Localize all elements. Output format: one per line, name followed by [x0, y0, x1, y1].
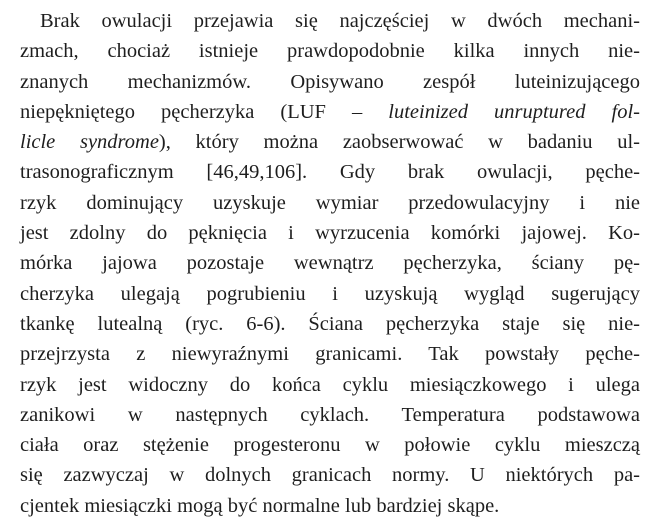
text-line — [20, 97, 640, 127]
text-line: ciała oraz stężenie progesteronu w połowie cyklu mieszczą — [20, 434, 640, 457]
text-segment: ), który można zaobserwować w badaniu ul- — [158, 131, 641, 154]
text-line: zmach, chociaż istnieje prawdopodobnie kilka innych nie- — [20, 40, 640, 63]
text-line: Brak owulacji przejawia się najczęściej w dwóch mechani- — [40, 10, 640, 32]
body-paragraph — [20, 6, 640, 521]
text-line: się zazwyczaj w dolnych granicach normy. U niektórych pa- — [20, 464, 640, 487]
text-segment: niepękniętego pęcherzyka (LUF – — [20, 100, 389, 123]
text-line: znanych mechanizmów. Opisywano zespół luteinizującego — [20, 70, 640, 93]
text-line: zanikowi w następnych cyklach. Temperatura podstawowa — [20, 403, 640, 426]
text-line: trasonograficznym [46,49,106]. Gdy brak owulacji, pęche- — [20, 161, 640, 184]
text-line: rzyk dominujący uzyskuje wymiar przedowulacyjny i nie — [20, 191, 640, 214]
text-line — [20, 127, 640, 157]
italic-term: licle syndrome — [20, 131, 159, 154]
text-line: jest zdolny do pęknięcia i wyrzucenia komórki jajowej. Ko- — [20, 222, 640, 245]
text-page — [20, 6, 640, 521]
text-line: mórka jajowa pozostaje wewnątrz pęcherzyka, ściany pę- — [20, 252, 640, 275]
text-line: przejrzysta z niewyraźnymi granicami. Tak powstały pęche- — [20, 343, 640, 366]
text-line: cjentek miesiączki mogą być normalne lub bardziej skąpe. — [20, 494, 500, 517]
text-line: rzyk jest widoczny do końca cyklu miesiączkowego i ulega — [20, 373, 640, 396]
italic-term: luteinized unruptured fol- — [388, 100, 641, 123]
text-line: tkankę lutealną (ryc. 6-6). Ściana pęcherzyka staje się nie- — [20, 312, 640, 335]
text-line: cherzyka ulegają pogrubieniu i uzyskują wygląd sugerujący — [20, 282, 640, 305]
